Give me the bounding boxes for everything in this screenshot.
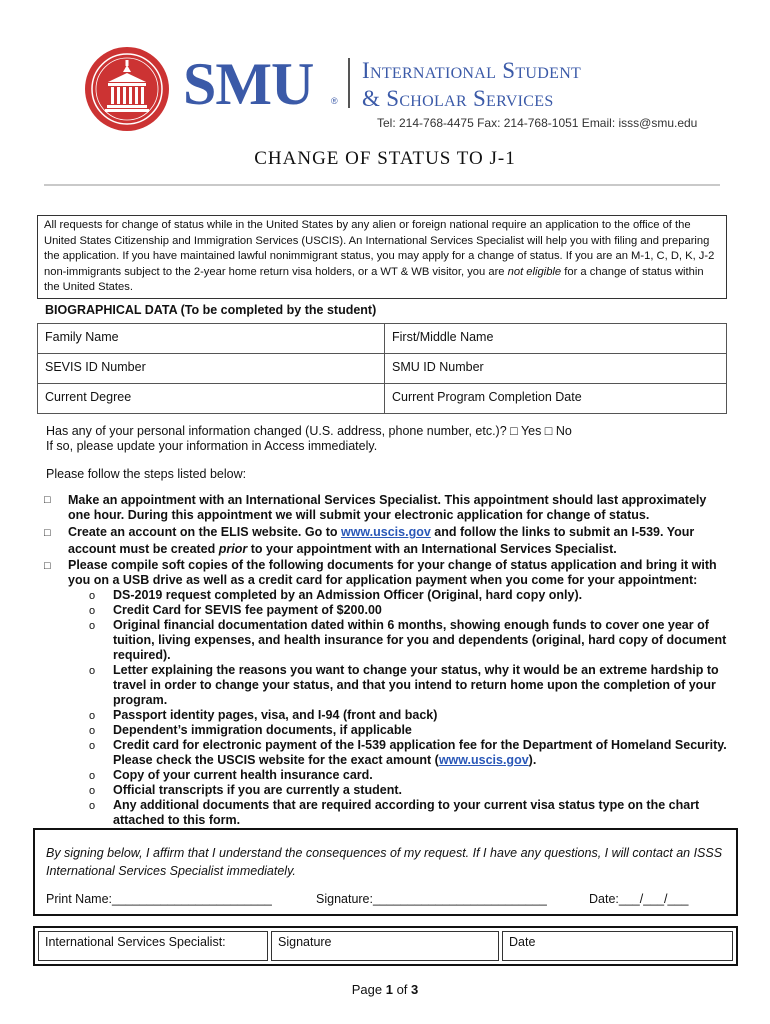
list-bullet: o — [89, 800, 96, 812]
biographical-table — [37, 323, 727, 414]
step3-checkbox[interactable]: □ — [44, 560, 51, 572]
list-bullet: o — [89, 605, 96, 617]
current-degree-field[interactable]: Current Degree — [38, 384, 385, 414]
affirmation-text: By signing below, I affirm that I understand the consequences of my request. If I have any questions, I will contact an ISSS International Services Specialist immediately. — [46, 846, 723, 878]
list-bullet: o — [89, 590, 96, 602]
table-row — [38, 354, 727, 384]
form-title: CHANGE OF STATUS TO J-1 — [254, 148, 516, 169]
intro-text: All requests for change of status while in the United States by any alien or foreign national require an application to the office of the United States Citizenship and Immigration Services (USCIS). An International Services Specialist will help you with filing and preparing the application. If you have maintained lawful nonimmigrant status, you may apply for a change of status. If you are an M-1, C, D, K, J-2 non-immigrants subject to the 2-year home return visa holders, or a WT & WB visitor, you are — [44, 219, 715, 278]
list-item: DS-2019 request completed by an Admission Officer (Original, hard copy only). — [113, 588, 583, 602]
credit-card-text: Credit card for electronic payment of the I-539 application fee for the Department of Homeland Security. Please check the USCIS website for the exact amount ( — [113, 738, 727, 767]
step2-emphasis: prior — [218, 542, 248, 556]
biographical-heading: BIOGRAPHICAL DATA (To be completed by the student) — [45, 303, 377, 317]
family-name-field[interactable]: Family Name — [38, 324, 385, 354]
list-bullet: o — [89, 740, 96, 752]
page-of: of — [392, 982, 412, 997]
registered-mark: ® — [331, 96, 338, 106]
list-item: Credit Card for SEVIS fee payment of $200.00 — [113, 603, 382, 617]
step1-checkbox[interactable]: □ — [44, 494, 51, 506]
list-item: Passport identity pages, visa, and I-94 (front and back) — [113, 708, 438, 722]
list-item: Letter explaining the reasons you want to change your status, why it would be an extreme hardship to travel in order to change your status, and that you intend to return home upon the completion of your program. — [113, 663, 719, 707]
specialist-date-field[interactable]: Date — [502, 931, 733, 961]
specialist-signature-field[interactable]: Signature — [271, 931, 499, 961]
list-bullet: o — [89, 665, 96, 677]
department-name-line1: International Student — [362, 58, 582, 83]
title-divider — [44, 184, 720, 186]
sevis-id-field[interactable]: SEVIS ID Number — [38, 354, 385, 384]
intro-emphasis: not eligible — [507, 265, 562, 278]
list-item: Any additional documents that are required according to your current visa status type on the chart attached to this form. — [113, 798, 700, 827]
list-item: Original financial documentation dated within 6 months, showing enough funds to cover one year of tuition, living expenses, and health insurance for you and dependents (original, hard copy of document required). — [113, 618, 727, 662]
date-field[interactable]: Date:___/___/___ — [589, 892, 689, 906]
list-bullet: o — [89, 770, 96, 782]
intro-text-end: for a change of status within the United States. — [44, 265, 704, 293]
step2-text — [68, 524, 728, 558]
uscis-link[interactable]: www.uscis.gov — [438, 753, 529, 767]
table-row — [38, 384, 727, 414]
intro-box — [37, 215, 727, 299]
uscis-link[interactable]: www.uscis.gov — [340, 525, 431, 539]
table-row — [38, 324, 727, 354]
smu-id-field[interactable]: SMU ID Number — [385, 354, 727, 384]
signature-field[interactable]: Signature:_________________________ — [316, 892, 547, 906]
credit-card-text-end: ). — [528, 753, 537, 767]
step2-text-b: and follow the links to submit an I-539. Your account must be created — [68, 525, 695, 556]
list-item: Official transcripts if you are currently a student. — [113, 783, 402, 797]
specialist-name-field[interactable]: International Services Specialist: — [38, 931, 268, 961]
list-bullet: o — [89, 785, 96, 797]
step3-text: Please compile soft copies of the following documents for your change of status application and bring it with you on a USB drive as well as a credit card for application payment when you come for your appointment: — [68, 558, 717, 587]
step2-text-c: to your appointment with an International Services Specialist. — [247, 542, 617, 556]
smu-wordmark: SMU — [183, 51, 314, 117]
list-bullet: o — [89, 725, 96, 737]
step2-text-a: Create an account on the ELIS website. Go to — [68, 525, 341, 539]
page-label: Page — [351, 982, 386, 997]
list-item — [113, 738, 728, 768]
list-bullet: o — [89, 620, 96, 632]
page-current: 1 — [385, 982, 393, 997]
list-item: Copy of your current health insurance card. — [113, 768, 373, 782]
step1-text: Make an appointment with an International Services Specialist. This appointment should last approximately one hour. During this appointment we will submit your electronic application for change of status. — [68, 493, 707, 522]
list-bullet: o — [89, 710, 96, 722]
completion-date-field[interactable]: Current Program Completion Date — [385, 384, 727, 414]
page-total: 3 — [411, 982, 419, 997]
step2-checkbox[interactable]: □ — [44, 527, 51, 539]
steps-intro: Please follow the steps listed below: — [46, 467, 247, 481]
first-middle-name-field[interactable]: First/Middle Name — [385, 324, 727, 354]
contact-info: Tel: 214-768-4475 Fax: 214-768-1051 Email: isss@smu.edu — [377, 116, 698, 130]
info-changed-question[interactable]: Has any of your personal information changed (U.S. address, phone number, etc.)? □ Yes □ No — [46, 424, 572, 438]
department-name-line2: & Scholar Services — [362, 86, 554, 111]
list-item: Dependent’s immigration documents, if applicable — [113, 723, 412, 737]
page-number — [0, 982, 770, 997]
header-divider — [348, 58, 350, 108]
print-name-field[interactable]: Print Name:_______________________ — [46, 892, 272, 906]
update-note: If so, please update your information in Access immediately. — [46, 439, 378, 453]
smu-seal-logo — [84, 46, 170, 132]
